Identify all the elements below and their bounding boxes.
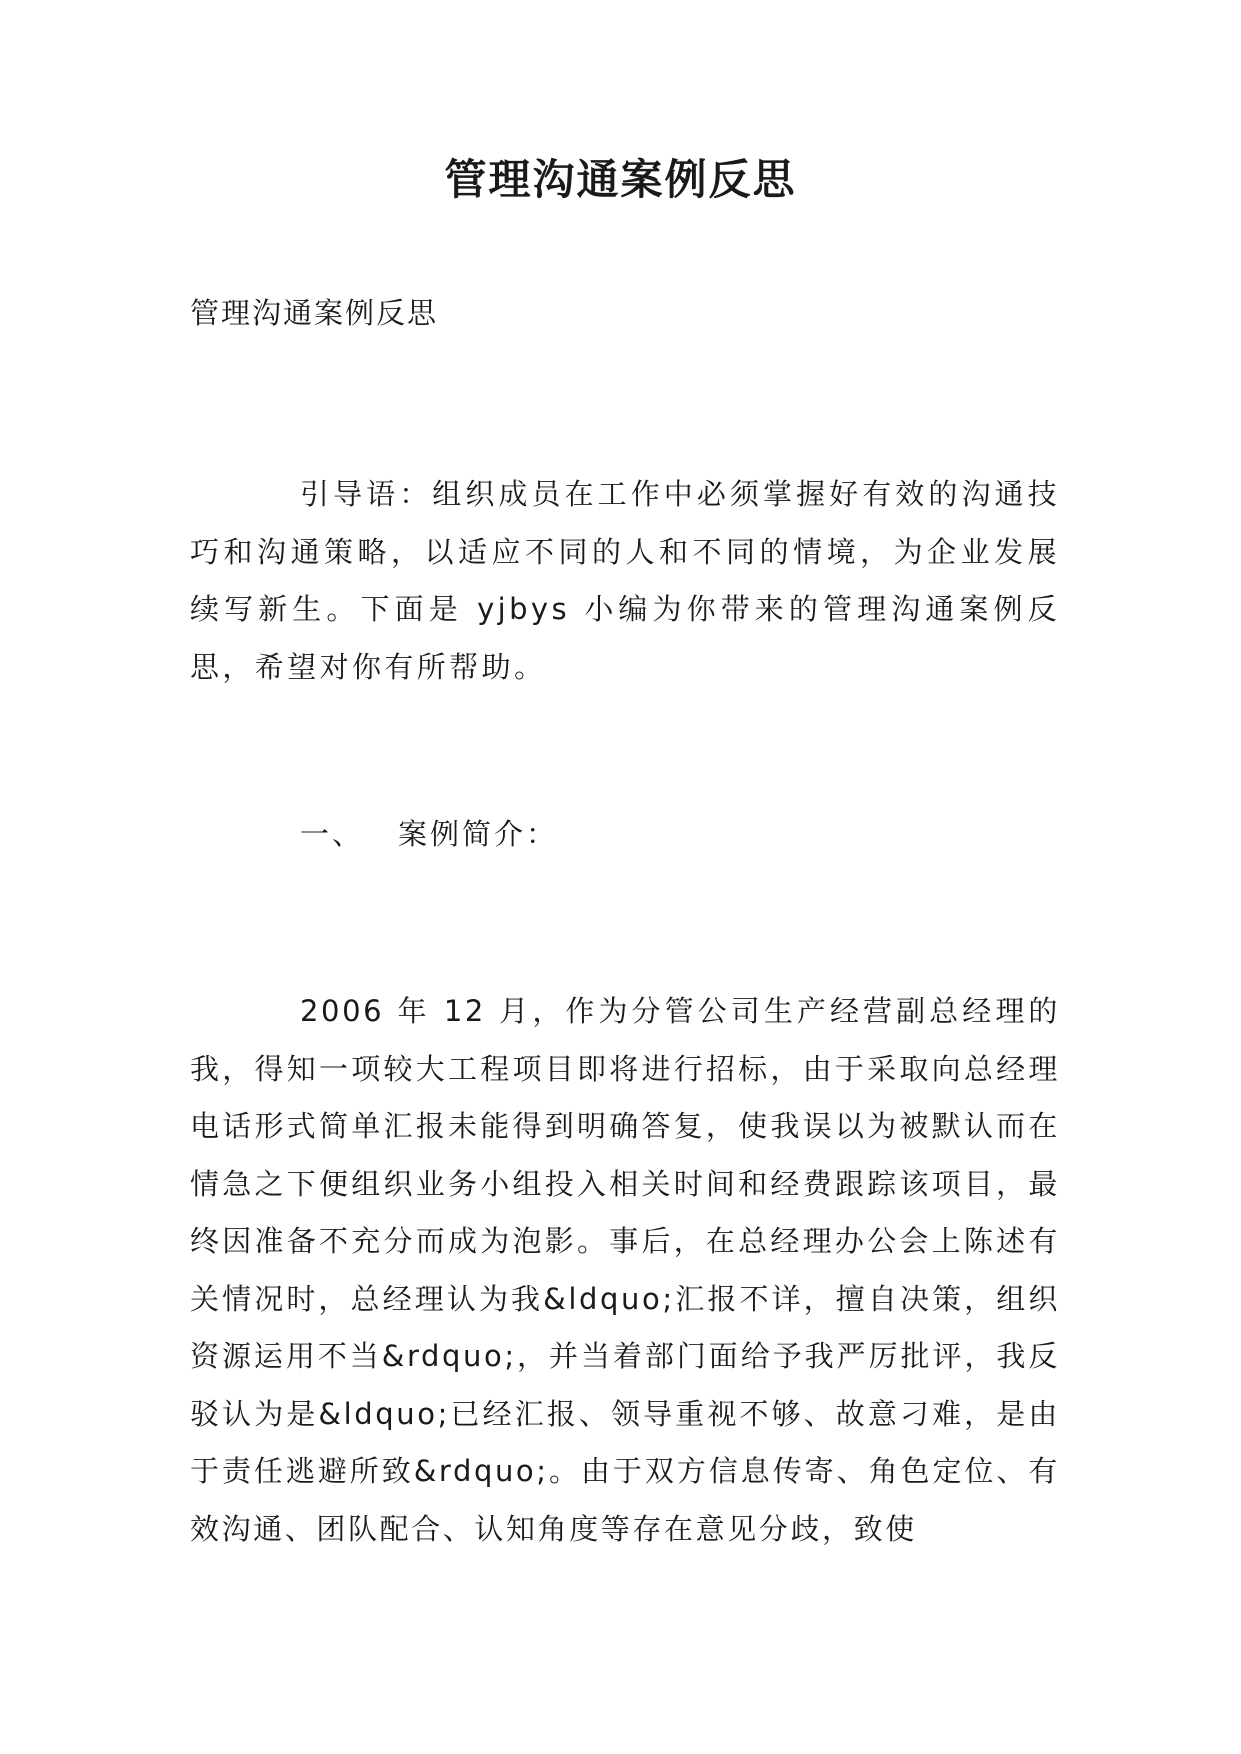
section-title: 案例简介：: [398, 817, 559, 851]
case-paragraph: 2006 年 12 月，作为分管公司生产经营副总经理的我，得知一项较大工程项目即将进行招标，由于采取向总经理电话形式简单汇报未能得到明确答复，使我误以为被默认而在情急之下便组织业务小组投入相关时间和经费跟踪该项目，最终因准备不充分而成为泡影。事后，在总经理办公会上陈述有关情况时，总经理认为我&ldquo;汇报不详，擅自决策，组织资源运用不当&rdquo;，并当着部门面给予我严厉批评，我反驳认为是&ldquo;已经汇报、领导重视不够、故意刁难，是由于责任逃避所致&rdquo;。由于双方信息传寄、角色定位、有效沟通、团队配合、认知角度等存在意见分歧，致使: [190, 994, 1060, 1546]
document-subtitle: 管理沟通案例反思: [190, 296, 439, 330]
section-number: 一、: [300, 817, 365, 851]
intro-paragraph: 引导语：组织成员在工作中必须掌握好有效的沟通技巧和沟通策略，以适应不同的人和不同的情境，为企业发展续写新生。下面是 yjbys 小编为你带来的管理沟通案例反思，希望对你有所帮助。: [190, 477, 1060, 684]
section-heading: [300, 813, 558, 855]
document-title: 管理沟通案例反思: [444, 155, 797, 204]
